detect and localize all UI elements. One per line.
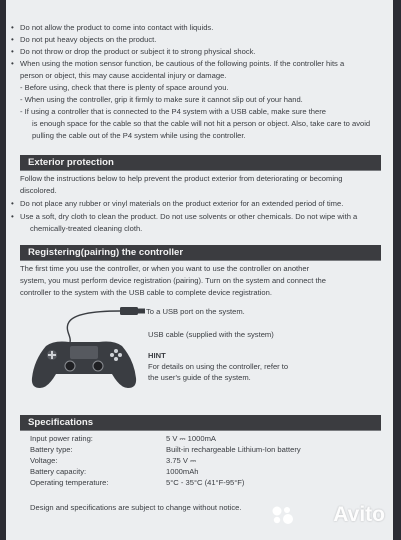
hint-line-2: the user's guide of the system. bbox=[148, 373, 251, 382]
usb-plug-icon bbox=[120, 307, 145, 315]
registering-line-2: system, you must perform device registration (pairing). Turn on the system and connect the bbox=[20, 276, 326, 285]
section-header-specifications: Specifications bbox=[20, 415, 381, 430]
exterior-intro-2: discolored. bbox=[20, 186, 57, 195]
avito-watermark: Avito bbox=[333, 502, 385, 526]
motion-sub-3c: pulling the cable out of the P4 system while using the controller. bbox=[32, 131, 246, 140]
motion-sub-2: - When using the controller, grip it firmly to make sure it cannot slip out of your hand. bbox=[20, 95, 303, 104]
spec-label-voltage: Voltage: bbox=[30, 456, 58, 465]
motion-sub-1: - Before using, check that there is plenty of space around you. bbox=[20, 83, 229, 92]
bullet-soft-cloth: • Use a soft, dry cloth to clean the product. Do not use solvents or other chemicals. Do not wipe with a bbox=[20, 211, 378, 222]
header-rule bbox=[20, 430, 381, 431]
motion-line-2: person or object, this may cause accidental injury or damage. bbox=[20, 71, 227, 80]
registering-line-3: controller to the system with the USB cable to complete device registration. bbox=[20, 288, 272, 297]
bullet-liquids: • Do not allow the product to come into contact with liquids. bbox=[20, 22, 378, 33]
gamepad-icon bbox=[32, 342, 136, 389]
spec-value-input-power: 5 V ⎓ 1000mA bbox=[166, 434, 216, 443]
section-header-exterior: Exterior protection bbox=[20, 155, 381, 170]
exterior-intro-1: Follow the instructions below to help prevent the product exterior from deteriorating or becoming bbox=[20, 174, 343, 183]
bullet-shock: • Do not throw or drop the product or subject it to strong physical shock. bbox=[20, 46, 378, 57]
spec-label-operating-temp: Operating temperature: bbox=[30, 478, 109, 487]
arrow-right-icon: ➡ bbox=[134, 307, 141, 316]
avito-logo-icon bbox=[271, 505, 295, 525]
spec-label-input-power: Input power rating: bbox=[30, 434, 93, 443]
bullet-heavy-objects: • Do not put heavy objects on the product. bbox=[20, 34, 378, 45]
manual-page bbox=[6, 0, 393, 540]
registering-line-1: The first time you use the controller, or when you want to use the controller on another bbox=[20, 264, 310, 273]
spec-value-battery-type: Built-in rechargeable Lithium-Ion battery bbox=[166, 445, 301, 454]
motion-sub-3b: is enough space for the cable so that the cable will not hit a person or object. Also, take care to avoid bbox=[32, 119, 371, 128]
header-rule bbox=[20, 170, 381, 171]
usb-cable-caption: USB cable (supplied with the system) bbox=[148, 330, 274, 339]
bullet-soft-cloth-2: chemically-treated cleaning cloth. bbox=[30, 224, 143, 233]
hint-title: HINT bbox=[148, 351, 166, 360]
spec-value-operating-temp: 5°C - 35°C (41°F-95°F) bbox=[166, 478, 245, 487]
hint-line-1: For details on using the controller, refer to bbox=[148, 362, 289, 371]
usb-port-caption: To a USB port on the system. bbox=[146, 307, 245, 316]
usb-cable-line bbox=[67, 311, 120, 342]
motion-sub-3a: - If using a controller that is connected to the P4 system with a USB cable, make sure there bbox=[20, 107, 327, 116]
spec-value-battery-capacity: 1000mAh bbox=[166, 467, 199, 476]
specs-footer-note: Design and specifications are subject to change without notice. bbox=[30, 503, 242, 512]
spec-label-battery-type: Battery type: bbox=[30, 445, 73, 454]
bullet-motion-sensor: • When using the motion sensor function, be cautious of the following points. If the controller hits a bbox=[20, 58, 378, 69]
spec-label-battery-capacity: Battery capacity: bbox=[30, 467, 87, 476]
header-rule bbox=[20, 260, 381, 261]
bullet-rubber-vinyl: • Do not place any rubber or vinyl materials on the product exterior for an extended period of time. bbox=[20, 198, 378, 209]
section-header-registering: Registering(pairing) the controller bbox=[20, 245, 381, 260]
spec-value-voltage: 3.75 V ⎓ bbox=[166, 456, 197, 465]
